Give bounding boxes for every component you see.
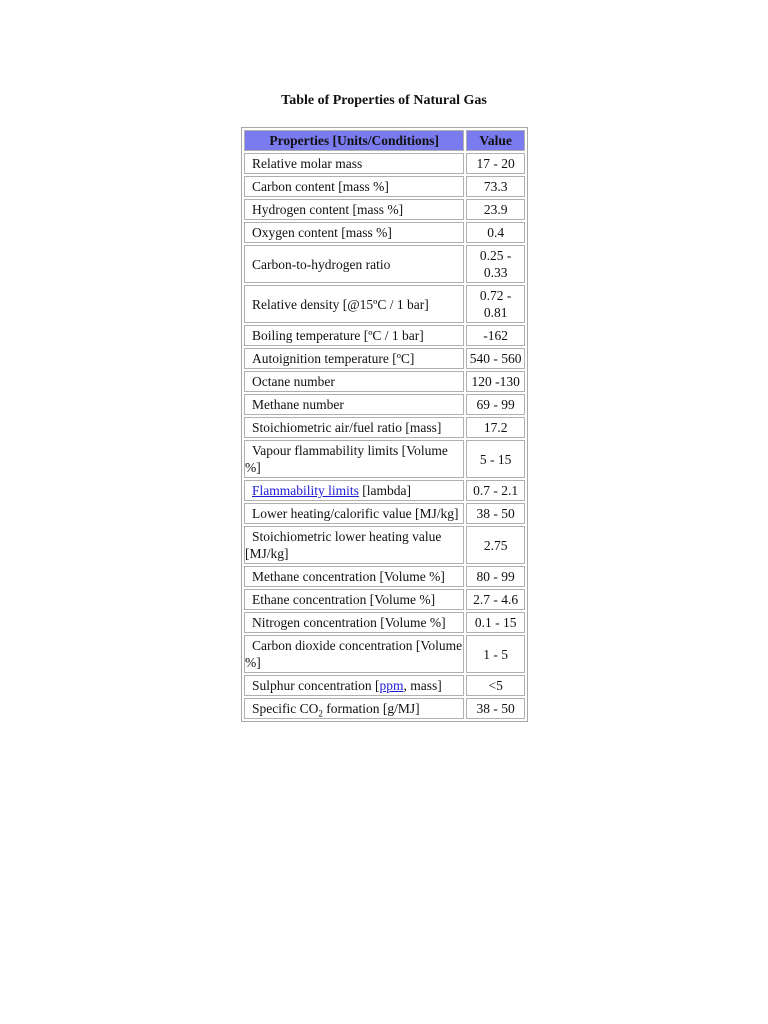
property-cell	[244, 589, 464, 610]
property-label: Octane number	[252, 374, 335, 389]
property-label: Carbon dioxide concentration [Volume %]	[245, 638, 463, 670]
property-label: Carbon-to-hydrogen ratio	[252, 256, 391, 272]
value-cell: 17.2	[466, 417, 525, 438]
property-label: Carbon content [mass %]	[252, 179, 389, 194]
property-cell	[244, 222, 464, 243]
table-row	[244, 417, 525, 438]
table-row	[244, 176, 525, 197]
property-label: Methane concentration [Volume %]	[252, 569, 445, 584]
property-label: Ethane concentration [Volume %]	[252, 592, 436, 607]
property-cell	[244, 199, 464, 220]
table-row	[244, 348, 525, 369]
property-cell	[244, 526, 464, 564]
property-cell	[244, 285, 464, 323]
property-cell	[244, 440, 464, 478]
property-label-rest: , mass]	[403, 678, 442, 693]
table-row	[244, 612, 525, 633]
value-cell: 5 - 15	[466, 440, 525, 478]
value-cell: 17 - 20	[466, 153, 525, 174]
property-cell	[244, 245, 464, 283]
table-header-row	[244, 130, 525, 151]
property-label: Vapour flammability limits [Volume %]	[245, 443, 448, 475]
value-cell: 2.7 - 4.6	[466, 589, 525, 610]
table-row	[244, 325, 525, 346]
properties-table	[241, 127, 528, 722]
value-cell: <5	[466, 675, 525, 696]
table-row	[244, 526, 525, 564]
value-cell: 0.25 - 0.33	[466, 245, 525, 283]
property-cell	[244, 176, 464, 197]
property-label: Autoignition temperature [ºC]	[252, 351, 415, 366]
value-cell: 0.7 - 2.1	[466, 480, 525, 501]
value-cell: -162	[466, 325, 525, 346]
property-cell	[244, 325, 464, 346]
property-cell	[244, 371, 464, 392]
value-cell: 69 - 99	[466, 394, 525, 415]
property-label-pre: Specific CO	[252, 701, 319, 716]
value-cell: 1 - 5	[466, 635, 525, 673]
property-label: Oxygen content [mass %]	[252, 225, 392, 240]
table-row	[244, 371, 525, 392]
property-label-rest: [lambda]	[358, 483, 411, 498]
table-row	[244, 698, 525, 719]
table-row	[244, 503, 525, 524]
property-cell	[244, 698, 464, 719]
table-row	[244, 153, 525, 174]
property-cell	[244, 566, 464, 587]
property-label: Relative molar mass	[252, 156, 363, 171]
property-label: Hydrogen content [mass %]	[252, 202, 404, 217]
table-row	[244, 566, 525, 587]
table-row	[244, 480, 525, 501]
property-cell	[244, 503, 464, 524]
property-label: Stoichiometric lower heating value [MJ/kg]	[245, 529, 442, 561]
property-label: Methane number	[252, 397, 344, 412]
page-title: Table of Properties of Natural Gas	[281, 93, 487, 108]
table-row	[244, 675, 525, 696]
value-cell: 23.9	[466, 199, 525, 220]
property-cell	[244, 417, 464, 438]
value-cell: 2.75	[466, 526, 525, 564]
property-label: Stoichiometric air/fuel ratio [mass]	[252, 420, 442, 435]
property-label-pre: Sulphur concentration [	[252, 678, 380, 693]
value-cell: 0.72 - 0.81	[466, 285, 525, 323]
value-cell: 0.4	[466, 222, 525, 243]
flammability-limits-link[interactable]: Flammability limits	[252, 483, 359, 498]
value-cell: 38 - 50	[466, 698, 525, 719]
value-cell: 73.3	[466, 176, 525, 197]
property-label-rest: formation [g/MJ]	[322, 701, 420, 716]
table-row	[244, 589, 525, 610]
value-cell: 38 - 50	[466, 503, 525, 524]
property-label: Boiling temperature [ºC / 1 bar]	[252, 328, 424, 343]
property-label: Nitrogen concentration [Volume %]	[252, 615, 446, 630]
subscript-2: 2	[318, 708, 323, 719]
table-row	[244, 394, 525, 415]
value-cell: 80 - 99	[466, 566, 525, 587]
table-row	[244, 199, 525, 220]
property-cell	[244, 635, 464, 673]
property-label: Lower heating/calorific value [MJ/kg]	[252, 506, 459, 521]
ppm-link[interactable]: ppm	[379, 678, 404, 693]
property-cell	[244, 612, 464, 633]
property-cell	[244, 394, 464, 415]
header-properties: Properties [Units/Conditions]	[244, 130, 464, 151]
value-cell: 540 - 560	[466, 348, 525, 369]
value-cell: 120 -130	[466, 371, 525, 392]
property-label: Relative density [@15ºC / 1 bar]	[252, 296, 429, 312]
table-row	[244, 635, 525, 673]
property-cell	[244, 348, 464, 369]
table-row	[244, 222, 525, 243]
value-cell: 0.1 - 15	[466, 612, 525, 633]
table-row	[244, 245, 525, 283]
table-row	[244, 285, 525, 323]
property-cell	[244, 480, 464, 501]
header-value: Value	[466, 130, 525, 151]
property-cell	[244, 153, 464, 174]
table-row	[244, 440, 525, 478]
property-cell	[244, 675, 464, 696]
